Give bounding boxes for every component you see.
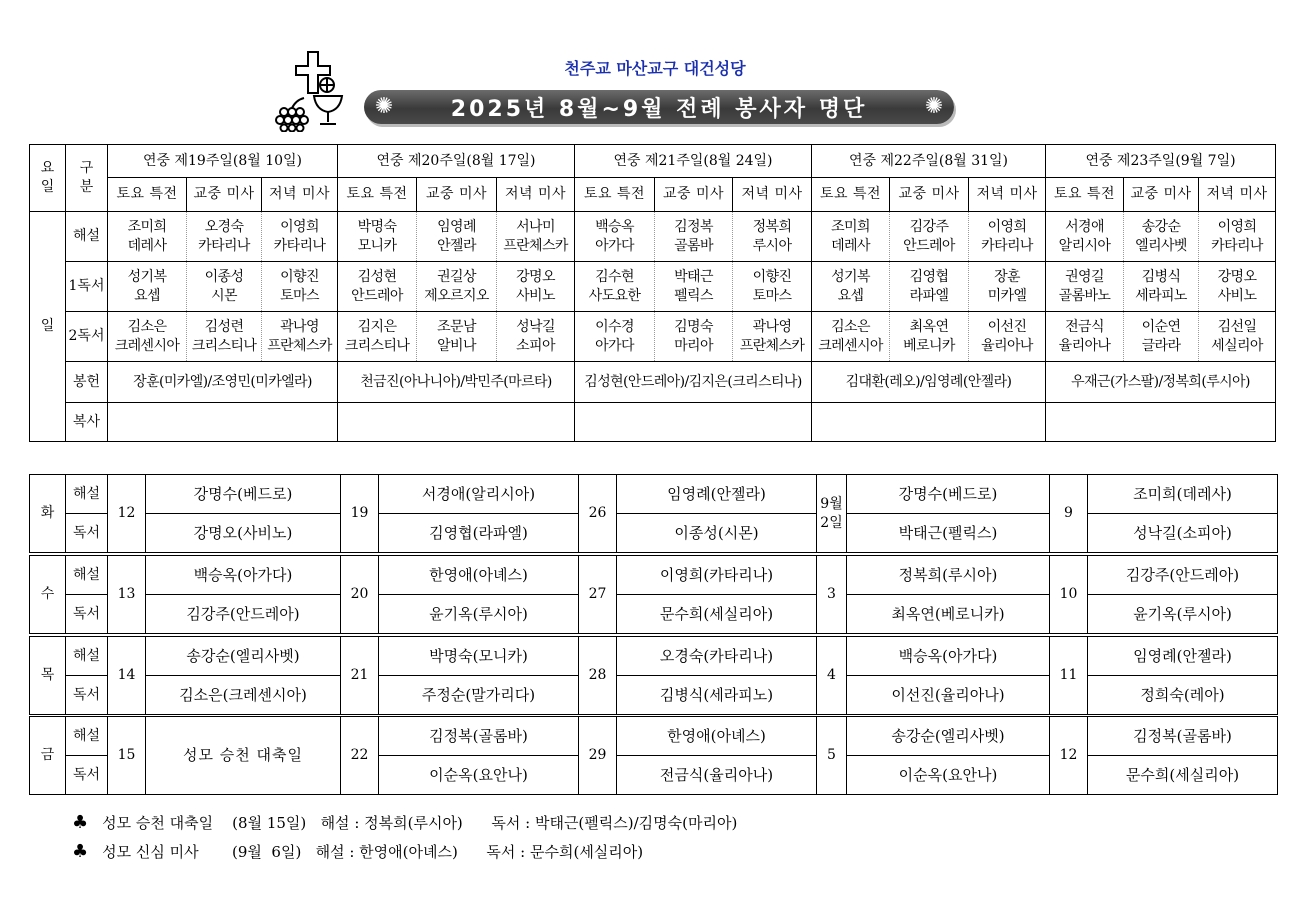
reader-cell: 전금식(율리아나)	[617, 756, 817, 795]
date-cell: 5	[817, 717, 847, 795]
baptismal-name: 마리아	[674, 337, 713, 354]
sunday-role-row	[30, 312, 1276, 362]
offering-row	[30, 362, 1276, 403]
minister-name: 김정복	[674, 218, 713, 235]
altar-server-cell	[338, 403, 575, 442]
weekday-row	[30, 595, 1278, 634]
baptismal-name: 프란체스카	[267, 337, 332, 354]
minister-name: 백승옥	[595, 218, 634, 235]
mass-type-header: 저녁 미사	[969, 178, 1046, 212]
baptismal-name: 크리스티나	[191, 337, 257, 354]
role-label: 독서	[66, 676, 108, 715]
role-label: 2독서	[66, 312, 108, 362]
minister-name: 곽나영	[752, 318, 792, 335]
date-cell: 10	[1050, 556, 1088, 634]
minister-name: 이선진	[987, 318, 1027, 335]
baptismal-name: 루시아	[752, 237, 792, 254]
day-column-header: 요 일	[30, 145, 66, 212]
mass-type-header: 교중 미사	[890, 178, 969, 212]
minister-cell	[262, 212, 338, 262]
baptismal-name: 프란체스카	[503, 237, 568, 254]
minister-name: 곽나영	[280, 318, 319, 335]
mass-type-header: 저녁 미사	[1199, 178, 1276, 212]
altar-server-cell	[1046, 403, 1276, 442]
role-label: 해설	[66, 717, 108, 756]
baptismal-name: 크레센시아	[114, 337, 180, 354]
minister-cell	[187, 262, 262, 312]
weekday-table	[29, 555, 1278, 634]
minister-name: 오경숙	[204, 218, 244, 235]
baptismal-name: 펠릭스	[674, 287, 713, 304]
baptismal-name: 알리시아	[1058, 237, 1111, 254]
minister-name: 김영협	[909, 268, 949, 285]
mass-type-header: 교중 미사	[417, 178, 497, 212]
date-cell: 19	[341, 475, 379, 553]
baptismal-name: 안드레아	[903, 237, 955, 254]
minister-name: 정복희	[752, 218, 792, 235]
offering-cell: 장훈(미카엘)/조영민(미카엘라)	[108, 362, 338, 403]
minister-cell	[969, 312, 1046, 362]
minister-cell	[812, 312, 890, 362]
sunday-day-label: 일	[30, 212, 66, 442]
date-cell: 29	[579, 717, 617, 795]
minister-cell	[1124, 262, 1199, 312]
role-label: 1독서	[66, 262, 108, 312]
minister-name: 이향진	[280, 268, 319, 285]
baptismal-name: 세실리아	[1211, 337, 1263, 354]
date-cell: 3	[817, 556, 847, 634]
reader-cell: 윤기옥(루시아)	[1088, 595, 1278, 634]
week-header: 연중 제22주일(8월 31일)	[812, 145, 1046, 178]
minister-name: 송강순	[1141, 218, 1181, 235]
week-header: 연중 제23주일(9월 7일)	[1046, 145, 1276, 178]
minister-cell	[890, 312, 969, 362]
reader-cell: 최옥연(베로니카)	[847, 595, 1050, 634]
minister-cell	[575, 212, 655, 262]
reader-cell: 이선진(율리아나)	[847, 676, 1050, 715]
baptismal-name: 아가다	[595, 237, 634, 254]
reader-cell: 이종성(시몬)	[617, 514, 817, 553]
minister-name: 강명오	[516, 268, 555, 285]
minister-name: 조문남	[437, 318, 476, 335]
minister-cell	[417, 212, 497, 262]
altar-server-cell	[108, 403, 338, 442]
weekday-row	[30, 556, 1278, 595]
minister-name: 서경애	[1065, 218, 1104, 235]
minister-cell	[1046, 312, 1124, 362]
baptismal-name: 카타리나	[273, 237, 326, 254]
minister-name: 김선일	[1217, 318, 1257, 335]
minister-cell	[655, 312, 733, 362]
baptismal-name: 미카엘	[987, 287, 1027, 304]
minister-name: 성기복	[831, 268, 870, 285]
minister-name: 서나미	[516, 218, 555, 235]
date-cell: 12	[108, 475, 146, 553]
role-label: 해설	[66, 475, 108, 514]
commentator-cell: 조미희(데레사)	[1088, 475, 1278, 514]
baptismal-name: 모니카	[357, 237, 397, 254]
date-cell: 22	[341, 717, 379, 795]
role-column-header: 구 분	[66, 145, 108, 212]
reader-cell: 이순옥(요안나)	[379, 756, 579, 795]
weekday-row	[30, 717, 1278, 756]
mass-type-header: 토요 특전	[1046, 178, 1124, 212]
commentator-cell: 김강주(안드레아)	[1088, 556, 1278, 595]
baptismal-name: 라파엘	[909, 287, 949, 304]
baptismal-name: 알비나	[437, 337, 476, 354]
week-header: 연중 제20주일(8월 17일)	[338, 145, 575, 178]
minister-name: 이향진	[752, 268, 792, 285]
reader-cell: 김병식(세라피노)	[617, 676, 817, 715]
minister-cell	[187, 212, 262, 262]
mass-type-header: 토요 특전	[812, 178, 890, 212]
baptismal-name: 토마스	[752, 287, 792, 304]
role-label: 해설	[66, 212, 108, 262]
commentator-cell: 서경애(알리시아)	[379, 475, 579, 514]
sun-ornament-icon: ✺	[374, 94, 394, 119]
altar-server-row	[30, 403, 1276, 442]
minister-cell	[1124, 212, 1199, 262]
commentator-cell: 김정복(골롬바)	[379, 717, 579, 756]
minister-cell	[1124, 312, 1199, 362]
minister-name: 이순연	[1141, 318, 1181, 335]
baptismal-name: 율리아나	[981, 337, 1033, 354]
minister-cell	[262, 262, 338, 312]
weekday-row	[30, 514, 1278, 553]
parish-name: 천주교 마산교구 대건성당	[564, 59, 746, 78]
reader-cell: 김영협(라파엘)	[379, 514, 579, 553]
mass-type-header: 토요 특전	[108, 178, 187, 212]
minister-cell	[575, 312, 655, 362]
minister-name: 이종성	[204, 268, 244, 285]
minister-cell	[1199, 212, 1276, 262]
minister-name: 김강주	[909, 218, 949, 235]
baptismal-name: 세라피노	[1135, 287, 1187, 304]
minister-cell	[812, 212, 890, 262]
minister-name: 김성련	[204, 318, 244, 335]
page-title: 2025년 8월~9월 전례 봉사자 명단	[450, 96, 868, 122]
role-label: 독서	[66, 595, 108, 634]
offering-cell: 우재근(가스팔)/정복희(루시아)	[1046, 362, 1276, 403]
reader-cell: 김소은(크레센시아)	[146, 676, 341, 715]
minister-cell	[890, 262, 969, 312]
minister-name: 김수현	[595, 268, 634, 285]
offering-cell: 천금진(아나니아)/박민주(마르타)	[338, 362, 575, 403]
reader-cell: 정희숙(레아)	[1088, 676, 1278, 715]
commentator-cell: 강명수(베드로)	[146, 475, 341, 514]
baptismal-name: 요셉	[134, 287, 160, 304]
baptismal-name: 시몬	[211, 287, 237, 304]
minister-name: 권영길	[1065, 268, 1104, 285]
mass-type-header: 교중 미사	[655, 178, 733, 212]
reader-cell: 김강주(안드레아)	[146, 595, 341, 634]
minister-name: 장훈	[994, 268, 1020, 285]
reader-cell: 문수희(세실리아)	[617, 595, 817, 634]
minister-name: 조미희	[831, 218, 870, 235]
baptismal-name: 카타리나	[198, 237, 250, 254]
sun-ornament-icon: ✺	[924, 94, 944, 119]
sunday-schedule-table	[29, 144, 1276, 442]
baptismal-name: 골롬바	[674, 237, 713, 254]
weekday-row	[30, 676, 1278, 715]
altar-server-cell	[812, 403, 1046, 442]
baptismal-name: 제오르지오	[424, 287, 489, 304]
minister-name: 김소은	[831, 318, 870, 335]
minister-cell	[969, 212, 1046, 262]
commentator-cell: 이영희(카타리나)	[617, 556, 817, 595]
baptismal-name: 프란체스카	[739, 337, 805, 354]
role-label: 독서	[66, 514, 108, 553]
minister-cell	[733, 262, 812, 312]
minister-cell	[417, 312, 497, 362]
weekday-row	[30, 637, 1278, 676]
role-label: 해설	[66, 637, 108, 676]
minister-cell	[108, 212, 187, 262]
minister-name: 강명오	[1217, 268, 1257, 285]
minister-cell	[497, 312, 575, 362]
mass-type-header: 교중 미사	[187, 178, 262, 212]
reader-cell: 주정순(말가리다)	[379, 676, 579, 715]
baptismal-name: 베로니카	[903, 337, 955, 354]
weekday-label: 화	[30, 475, 66, 553]
minister-name: 김소은	[127, 318, 167, 335]
baptismal-name: 카타리나	[981, 237, 1033, 254]
baptismal-name: 크레센시아	[818, 337, 883, 354]
commentator-cell: 송강순(엘리사벳)	[847, 717, 1050, 756]
minister-name: 김병식	[1141, 268, 1181, 285]
date-cell: 15	[108, 717, 146, 795]
minister-name: 박태근	[674, 268, 713, 285]
mass-type-header: 저녁 미사	[262, 178, 338, 212]
feast-cell: 성모 승천 대축일	[146, 717, 341, 795]
date-cell: 26	[579, 475, 617, 553]
weekday-label: 목	[30, 637, 66, 715]
week-header: 연중 제19주일(8월 10일)	[108, 145, 338, 178]
baptismal-name: 엘리사벳	[1135, 237, 1187, 254]
baptismal-name: 골롬바노	[1058, 287, 1111, 304]
reader-cell: 윤기옥(루시아)	[379, 595, 579, 634]
baptismal-name: 요셉	[837, 287, 864, 304]
commentator-cell: 송강순(엘리사벳)	[146, 637, 341, 676]
minister-name: 이영희	[987, 218, 1027, 235]
reader-cell: 박태근(펠릭스)	[847, 514, 1050, 553]
minister-name: 임영례	[437, 218, 476, 235]
minister-cell	[262, 312, 338, 362]
minister-name: 전금식	[1065, 318, 1104, 335]
commentator-cell: 임영례(안젤라)	[1088, 637, 1278, 676]
offering-cell: 김대환(레오)/임영례(안젤라)	[812, 362, 1046, 403]
date-cell: 12	[1050, 717, 1088, 795]
minister-name: 이영희	[280, 218, 319, 235]
commentator-cell: 강명수(베드로)	[847, 475, 1050, 514]
mass-type-header: 교중 미사	[1124, 178, 1199, 212]
minister-cell	[1199, 312, 1276, 362]
baptismal-name: 아가다	[595, 337, 634, 354]
minister-cell	[1199, 262, 1276, 312]
minister-cell	[890, 212, 969, 262]
altar-server-cell	[575, 403, 812, 442]
weekday-label: 금	[30, 717, 66, 795]
baptismal-name: 율리아나	[1058, 337, 1111, 354]
date-cell: 13	[108, 556, 146, 634]
sunday-role-row	[30, 262, 1276, 312]
reader-cell: 강명오(사비노)	[146, 514, 341, 553]
minister-name: 조미희	[127, 218, 167, 235]
date-cell: 27	[579, 556, 617, 634]
role-label: 복사	[66, 403, 108, 442]
sunday-role-row	[30, 212, 1276, 262]
mass-type-header: 토요 특전	[338, 178, 417, 212]
commentator-cell: 한영애(아녜스)	[379, 556, 579, 595]
baptismal-name: 사도요한	[588, 287, 641, 304]
baptismal-name: 데레사	[127, 237, 167, 254]
baptismal-name: 안드레아	[351, 287, 403, 304]
minister-cell	[575, 262, 655, 312]
minister-name: 김명숙	[674, 318, 713, 335]
commentator-cell: 임영례(안젤라)	[617, 475, 817, 514]
minister-name: 김지은	[357, 318, 397, 335]
minister-name: 성기복	[127, 268, 167, 285]
minister-cell	[187, 312, 262, 362]
commentator-cell: 정복희(루시아)	[847, 556, 1050, 595]
role-label: 해설	[66, 556, 108, 595]
date-cell: 4	[817, 637, 847, 715]
minister-name: 이수경	[595, 318, 634, 335]
baptismal-name: 크리스티나	[344, 337, 410, 354]
minister-cell	[497, 212, 575, 262]
date-cell: 28	[579, 637, 617, 715]
minister-cell	[812, 262, 890, 312]
commentator-cell: 백승옥(아가다)	[847, 637, 1050, 676]
weekday-label: 수	[30, 556, 66, 634]
baptismal-name: 사비노	[1217, 287, 1257, 304]
role-label: 봉헌	[66, 362, 108, 403]
minister-cell	[497, 262, 575, 312]
commentator-cell: 한영애(아녜스)	[617, 717, 817, 756]
minister-name: 이영희	[1217, 218, 1257, 235]
minister-cell	[417, 262, 497, 312]
minister-name: 성낙길	[516, 318, 555, 335]
date-cell: 11	[1050, 637, 1088, 715]
club-bullet-icon: ♣	[72, 812, 89, 833]
minister-cell	[108, 312, 187, 362]
date-cell: 20	[341, 556, 379, 634]
reader-cell: 문수희(세실리아)	[1088, 756, 1278, 795]
club-bullet-icon: ♣	[72, 841, 89, 862]
mass-type-header: 저녁 미사	[733, 178, 812, 212]
reader-cell: 성낙길(소피아)	[1088, 514, 1278, 553]
minister-name: 박명숙	[357, 218, 397, 235]
commentator-cell: 박명숙(모니카)	[379, 637, 579, 676]
weekday-table	[29, 716, 1278, 795]
commentator-cell: 오경숙(카타리나)	[617, 637, 817, 676]
mass-type-header: 저녁 미사	[497, 178, 575, 212]
footnote-line	[72, 812, 737, 833]
minister-cell	[969, 262, 1046, 312]
week-header: 연중 제21주일(8월 24일)	[575, 145, 812, 178]
mass-type-header: 토요 특전	[575, 178, 655, 212]
minister-cell	[655, 212, 733, 262]
footnote-text: 성모 승천 대축일 (8월 15일) 해설 : 정복희(루시아) 독서 : 박태근(펠릭스)/김명숙(마리아)	[102, 814, 738, 832]
minister-name: 김성현	[357, 268, 397, 285]
minister-cell	[338, 312, 417, 362]
offering-cell: 김성현(안드레아)/김지은(크리스티나)	[575, 362, 812, 403]
baptismal-name: 카타리나	[1211, 237, 1263, 254]
minister-cell	[655, 262, 733, 312]
baptismal-name: 글라라	[1141, 337, 1181, 354]
cross-chalice-icon	[274, 48, 354, 132]
minister-cell	[733, 212, 812, 262]
minister-cell	[1046, 212, 1124, 262]
date-cell: 9	[1050, 475, 1088, 553]
baptismal-name: 소피아	[516, 337, 555, 354]
minister-cell	[733, 312, 812, 362]
minister-cell	[1046, 262, 1124, 312]
weekday-row	[30, 475, 1278, 514]
date-cell: 14	[108, 637, 146, 715]
weekday-table	[29, 474, 1278, 553]
week-header-row	[30, 145, 1276, 178]
minister-cell	[338, 212, 417, 262]
title-banner	[364, 90, 954, 124]
baptismal-name: 안젤라	[437, 237, 476, 254]
mass-type-row	[30, 178, 1276, 212]
reader-cell: 이순옥(요안나)	[847, 756, 1050, 795]
baptismal-name: 토마스	[280, 287, 319, 304]
baptismal-name: 사비노	[516, 287, 555, 304]
commentator-cell: 백승옥(아가다)	[146, 556, 341, 595]
minister-cell	[108, 262, 187, 312]
weekday-table	[29, 636, 1278, 715]
commentator-cell: 김정복(골롬바)	[1088, 717, 1278, 756]
minister-name: 최옥연	[909, 318, 949, 335]
date-cell: 21	[341, 637, 379, 715]
minister-cell	[338, 262, 417, 312]
date-cell: 9월 2일	[817, 475, 847, 553]
role-label: 독서	[66, 756, 108, 795]
baptismal-name: 데레사	[831, 237, 870, 254]
footnote-text: 성모 신심 미사 (9월 6일) 해설 : 한영애(아녜스) 독서 : 문수희(세실리아)	[102, 843, 644, 861]
footnote-line	[72, 841, 643, 862]
minister-name: 권길상	[437, 268, 476, 285]
